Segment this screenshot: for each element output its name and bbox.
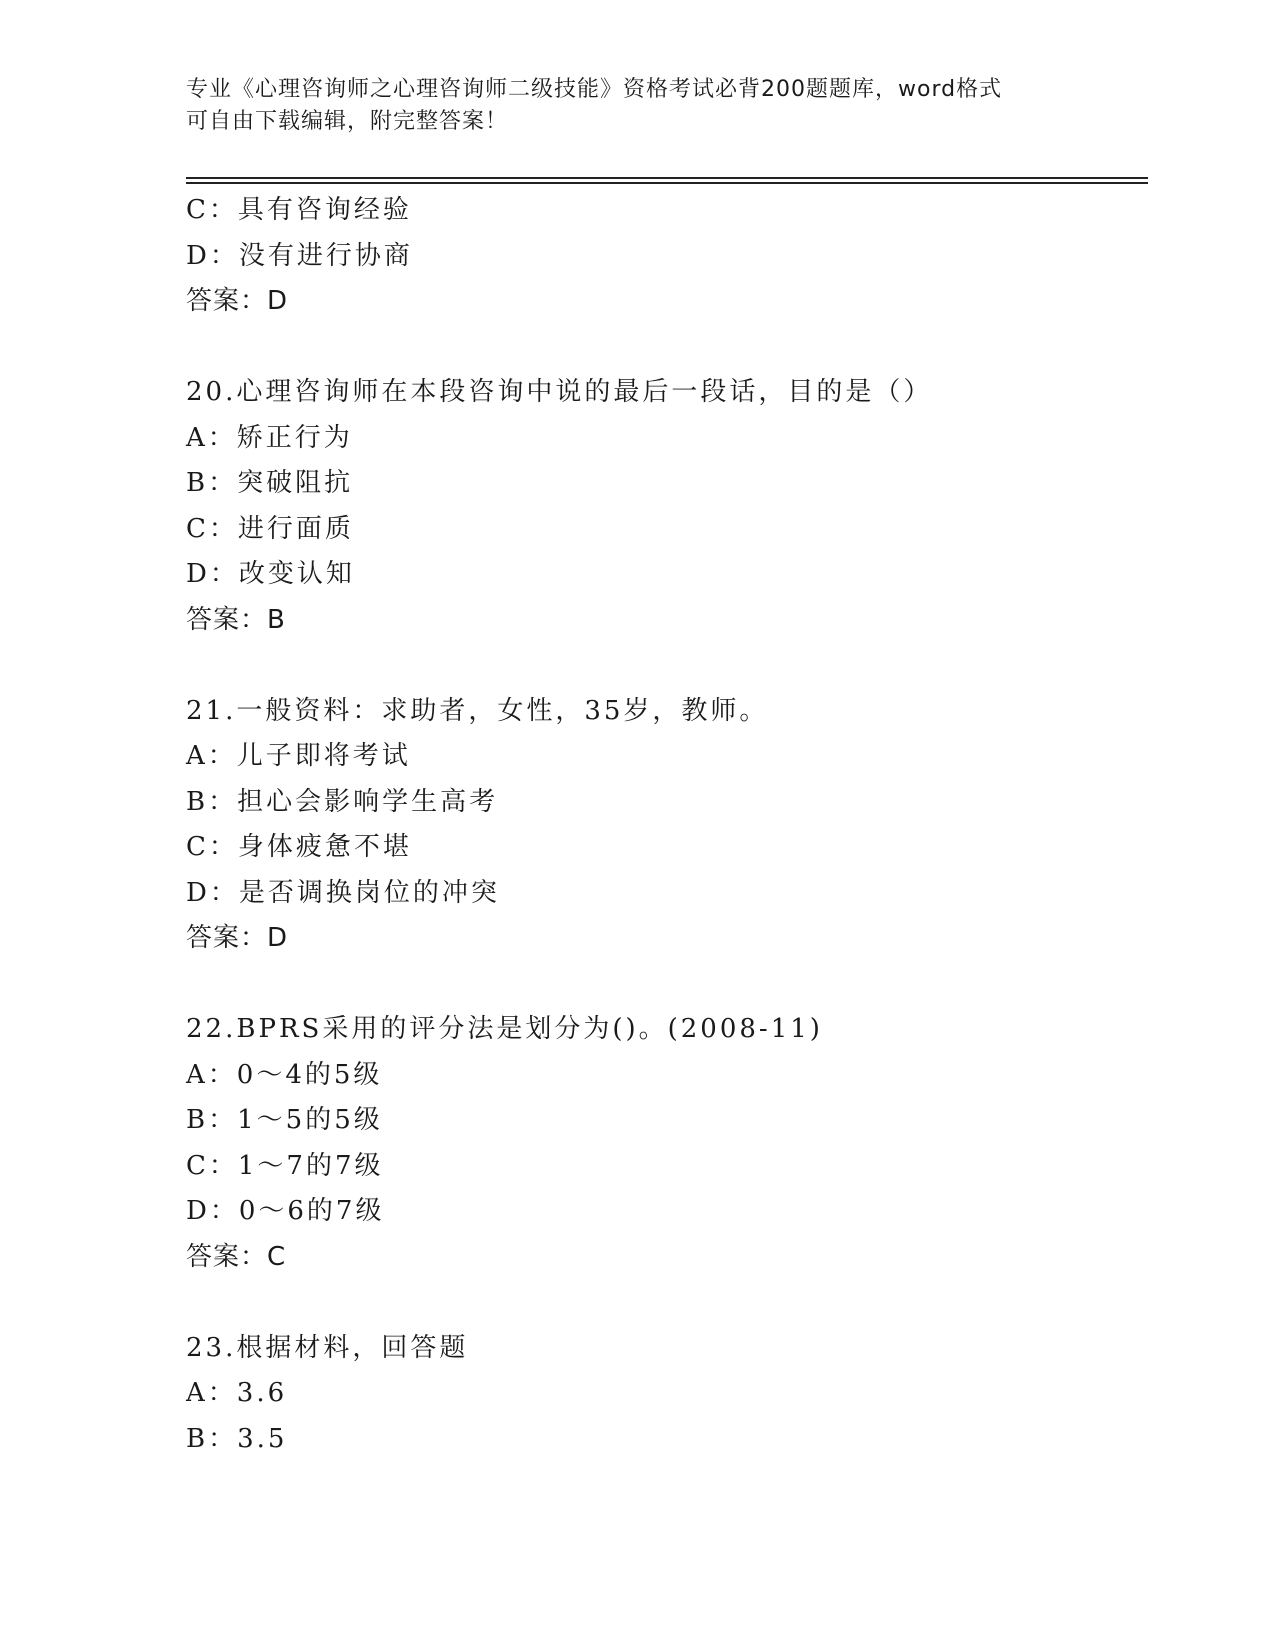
header-line-1: 专业《心理咨询师之心理咨询师二级技能》资格考试必背200题题库，word格式 (186, 77, 1003, 102)
option-a: A：矫正行为 (186, 422, 353, 453)
option-a: A：0～4的5级 (186, 1059, 383, 1090)
spacer (186, 325, 1146, 371)
question-text: 22.BPRS采用的评分法是划分为()。(2008-11) (186, 1014, 823, 1044)
spacer (186, 962, 1146, 1008)
document-header (186, 74, 1086, 138)
question-block-19 (186, 188, 1146, 325)
header-divider-bottom (186, 182, 1148, 184)
question-block-22 (186, 1007, 1146, 1280)
answer-line: 答案：D (186, 923, 289, 953)
option-d: D：0～6的7级 (186, 1196, 385, 1226)
option-a: A：儿子即将考试 (186, 741, 411, 771)
option-b: B：突破阻抗 (186, 468, 354, 498)
option-a: A：3.6 (186, 1378, 288, 1408)
option-b: B：1～5的5级 (186, 1105, 383, 1135)
question-block-23 (186, 1326, 1146, 1463)
header-line-2: 可自由下载编辑，附完整答案！ (186, 109, 509, 134)
option-d: D：没有进行协商 (186, 240, 413, 271)
question-text: 23.根据材料，回答题 (186, 1332, 469, 1363)
question-list (186, 188, 1146, 1462)
option-d: D：改变认知 (186, 559, 355, 589)
option-c: C：进行面质 (186, 513, 354, 544)
question-block-20 (186, 370, 1146, 643)
option-c: C：具有咨询经验 (186, 195, 412, 225)
answer-line: 答案：C (186, 1241, 287, 1272)
option-d: D：是否调换岗位的冲突 (186, 877, 500, 908)
question-block-21 (186, 689, 1146, 962)
question-text: 21.一般资料：求助者，女性，35岁，教师。 (186, 695, 769, 726)
option-b: B：3.5 (186, 1423, 288, 1454)
answer-line: 答案：D (186, 286, 289, 316)
header-divider-top (186, 177, 1148, 179)
option-c: C：身体疲惫不堪 (186, 832, 412, 862)
spacer (186, 643, 1146, 689)
question-text: 20.心理咨询师在本段咨询中说的最后一段话，目的是（） (186, 377, 933, 407)
answer-line: 答案：B (186, 604, 286, 635)
option-c: C：1～7的7级 (186, 1150, 384, 1181)
spacer (186, 1280, 1146, 1326)
option-b: B：担心会影响学生高考 (186, 786, 499, 817)
